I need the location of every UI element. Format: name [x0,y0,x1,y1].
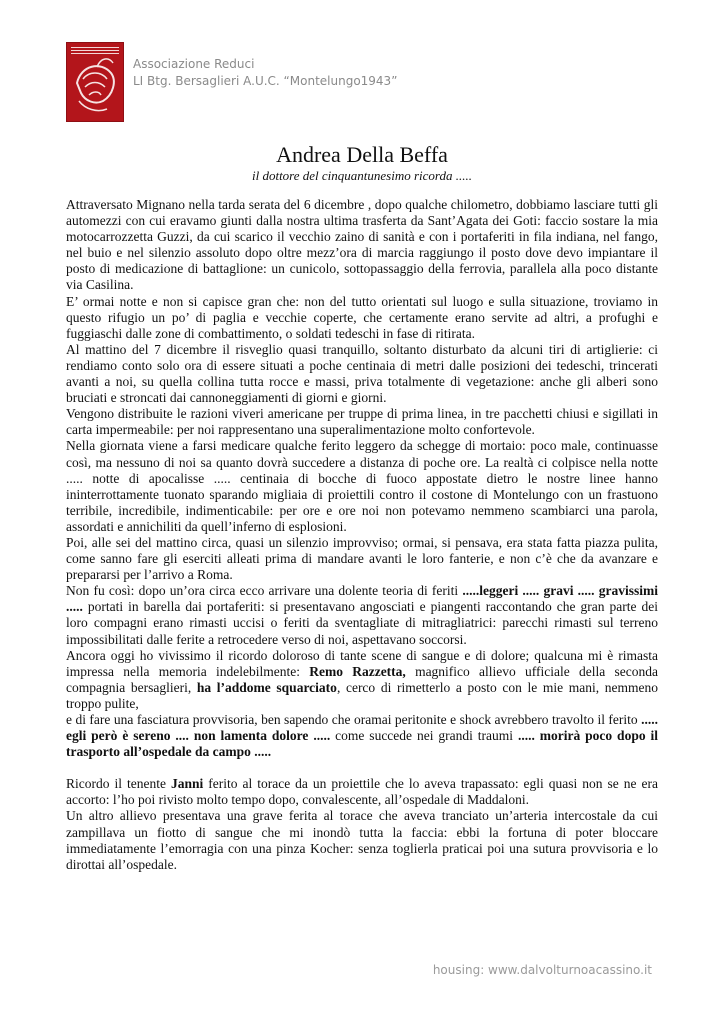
bold-text: ha l’addome squarciato [196,679,337,695]
association-logo [66,42,124,122]
bold-text: .....leggeri ..... gravi ..... gravissimi ..... [66,583,658,615]
footer-housing: housing: www.dalvolturnoacassino.it [432,963,652,977]
text-run: ferito al torace da un proiettile che lo aveva trapassato: egli quasi non se ne era accorto: l’ho poi rivisto molto tempo dopo, convalescente, all’ospedale di Maddaloni. [66,776,658,808]
article-body [66,197,658,873]
paragraph [66,648,658,712]
paragraph: Al mattino del 7 dicembre il risveglio quasi tranquillo, soltanto disturbato da alcuni tiri di artiglierie: ci rendiamo conto solo ora di essere situati a poche centinaia di metri dalle posizioni dei tedeschi, trincerati avanti a noi, su quella collina tutta rocce e massi, priva totalmente di vegetazione: anche gli alberi sono bruciati e stroncati dai cannoneggiamenti di giorni e giorni. [66,341,658,406]
text-run: portati in barella dai portaferiti: si presentavano angosciati e piangenti raccontando che gran parte dei loro compagni erano rimasti uccisi o feriti da sventagliate di mitragliatrici: parecchi rimasti sul terreno impossibilitati dalle ferite a retrocedere verso di noi, aspettavano soccorsi. [66,599,658,647]
text-run: Ricordo il tenente [66,776,171,792]
paragraph: Un altro allievo presentava una grave ferita al torace che aveva tranciato un’arteria intercostale da cui zampillava un fiotto di sangue che mi inondò tutta la faccia: ebbi la fortuna di poter bloccare immediatamente l’emorragia con una pinza Kocher: senza toglierla praticai poi una sutura provvisoria e lo dirottai all’ospedale. [66,808,658,872]
paragraph [66,712,658,760]
paragraph [66,776,658,808]
page-title: Andrea Della Beffa [276,142,448,167]
text-run: magnifico allievo ufficiale della seconda compagnia bersaglieri, [66,663,659,695]
association-heading [133,56,397,90]
bold-text: ..... morirà poco dopo il trasporto all’ospedale da campo ..... [66,728,658,760]
text-run: Non fu così: dopo un’ora circa ecco arrivare una dolente teoria di feriti [66,583,463,599]
paragraph: Poi, alle sei del mattino circa, quasi un silenzio improvviso; ormai, si pensava, era stata fatta piazza pulita, come sanno fare gli eserciti alleati prima di mandare avanti le loro fanterie, e non c’è che da avanzare e prepararsi per l’arrivo a Roma. [66,534,658,583]
paragraph: Nella giornata viene a farsi medicare qualche ferito leggero da schegge di mortaio: poco male, continuasse così, ma nessuno di noi sa quanto dovrà succedere a distanza di poche ore. La realtà ci colpisce nella notte ..... notte di apocalisse ..... centinaia di bocche di fuoco appostate dietro le nostre linee hanno ininterrottamente tuonato sparando migliaia di proiettili contro il costone di Montelungo con un frastuono terribile, incredibile, indimenticabile: per ore e ore noi non potevamo nemmeno scambiarci una parola, assordati e annichiliti da quell’inferno di esplosioni. [66,438,658,534]
paragraph: E’ ormai notte e non si capisce gran che: non del tutto orientati sul luogo e sulla situazione, troviamo in questo rifugio un po’ di paglia e vecchie coperte, che certamente erano servite ad altri, a profughi e fuggiaschi dalle zone di combattimento, o soldati tedeschi in fase di ritirata. [66,293,658,341]
paragraph: Vengono distribuite le razioni viveri americane per truppe di prima linea, in tre pacchetti chiusi e sigillati in carta impermeabile: per noi rappresentano una superalimentazione molto confortevole. [66,406,658,438]
text-run: , cerco di rimetterlo a posto con le mie mani, nemmeno troppo pulite, [66,679,659,711]
paragraph: Attraversato Mignano nella tarda serata del 6 dicembre , dopo qualche chilometro, dobbiamo lasciare tutti gli automezzi con cui eravamo giunti dalla nostra ultima trasferta da Sant’Agata dei Goti: faccio sostare la mia motocarrozzetta Guzzi, da cui scarico il vecchio zaino di sanità e con i portaferiti in fila indiana, nel fango, nel buio e nel silenzio assoluto dopo oltre mezz’ora di marcia raggiungo il posto dove devo impiantare il posto di medicazione di battaglione: un cunicolo, sottopassaggio della ferrovia, parallela alla poco distante via Casilina. [66,197,658,293]
association-name: Associazione Reduci [133,57,255,71]
text-run: come succede nei grandi traumi [330,728,518,744]
text-run: Ancora oggi ho vivissimo il ricordo doloroso di tante scene di sangue e di dolore; qualcuna mi è rimasta impressa nella memoria indelebilmente: [66,647,658,679]
bersaglieri-plumed-helmet-icon [67,43,123,121]
bold-name: Remo Razzetta, [309,663,406,679]
text-run: e di fare una fasciatura provvisoria, ben sapendo che oramai peritonite e shock avrebbero travolto il ferito [66,712,642,727]
bold-name: Janni [170,776,204,792]
bold-text: ..... egli però è sereno .... non lamenta dolore ..... [66,712,658,744]
page-subtitle: il dottore del cinquantunesimo ricorda ..... [251,168,473,183]
paragraph [66,583,658,647]
battalion-name: LI Btg. Bersaglieri A.U.C. “Montelungo1943” [133,74,398,88]
